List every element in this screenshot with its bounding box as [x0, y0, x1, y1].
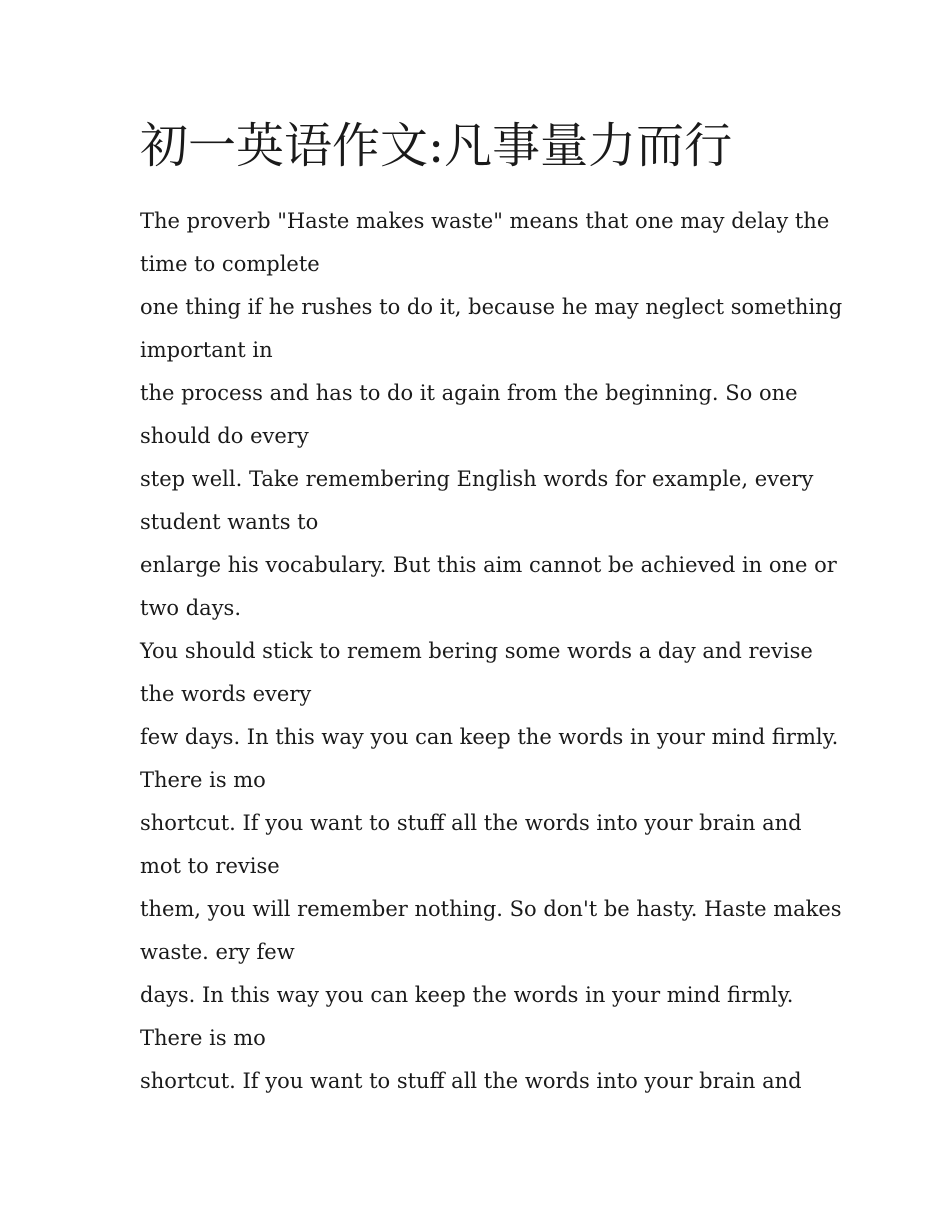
text-line: one thing if he rushes to do it, because he may neglect something: [140, 295, 843, 319]
text-line: them, you will remember nothing. So don't be hasty. Haste makes: [140, 897, 842, 921]
document-page: [140, 112, 843, 1103]
text-line: The proverb "Haste makes waste" means that one may delay the: [140, 209, 830, 233]
text-line: two days.: [140, 596, 242, 620]
text-line: important in: [140, 338, 273, 362]
text-line: There is mo: [140, 1026, 266, 1050]
text-line: few days. In this way you can keep the words in your mind firmly.: [140, 725, 839, 749]
text-line: time to complete: [140, 252, 320, 276]
text-line: mot to revise: [140, 854, 280, 878]
text-line: There is mo: [140, 768, 266, 792]
text-line: enlarge his vocabulary. But this aim cannot be achieved in one or: [140, 553, 837, 577]
text-line: student wants to: [140, 510, 319, 534]
text-line: shortcut. If you want to stuff all the words into your brain and: [140, 1069, 802, 1093]
document-body: [140, 200, 843, 1103]
text-line: should do every: [140, 424, 309, 448]
text-line: step well. Take remembering English words for example, every: [140, 467, 814, 491]
text-line: You should stick to remem bering some words a day and revise: [140, 639, 813, 663]
text-line: shortcut. If you want to stuff all the words into your brain and: [140, 811, 802, 835]
text-line: the process and has to do it again from the beginning. So one: [140, 381, 798, 405]
text-line: days. In this way you can keep the words in your mind firmly.: [140, 983, 794, 1007]
document-title: 初一英语作文:凡事量力而行: [140, 118, 733, 174]
text-line: the words every: [140, 682, 312, 706]
text-line: waste. ery few: [140, 940, 295, 964]
